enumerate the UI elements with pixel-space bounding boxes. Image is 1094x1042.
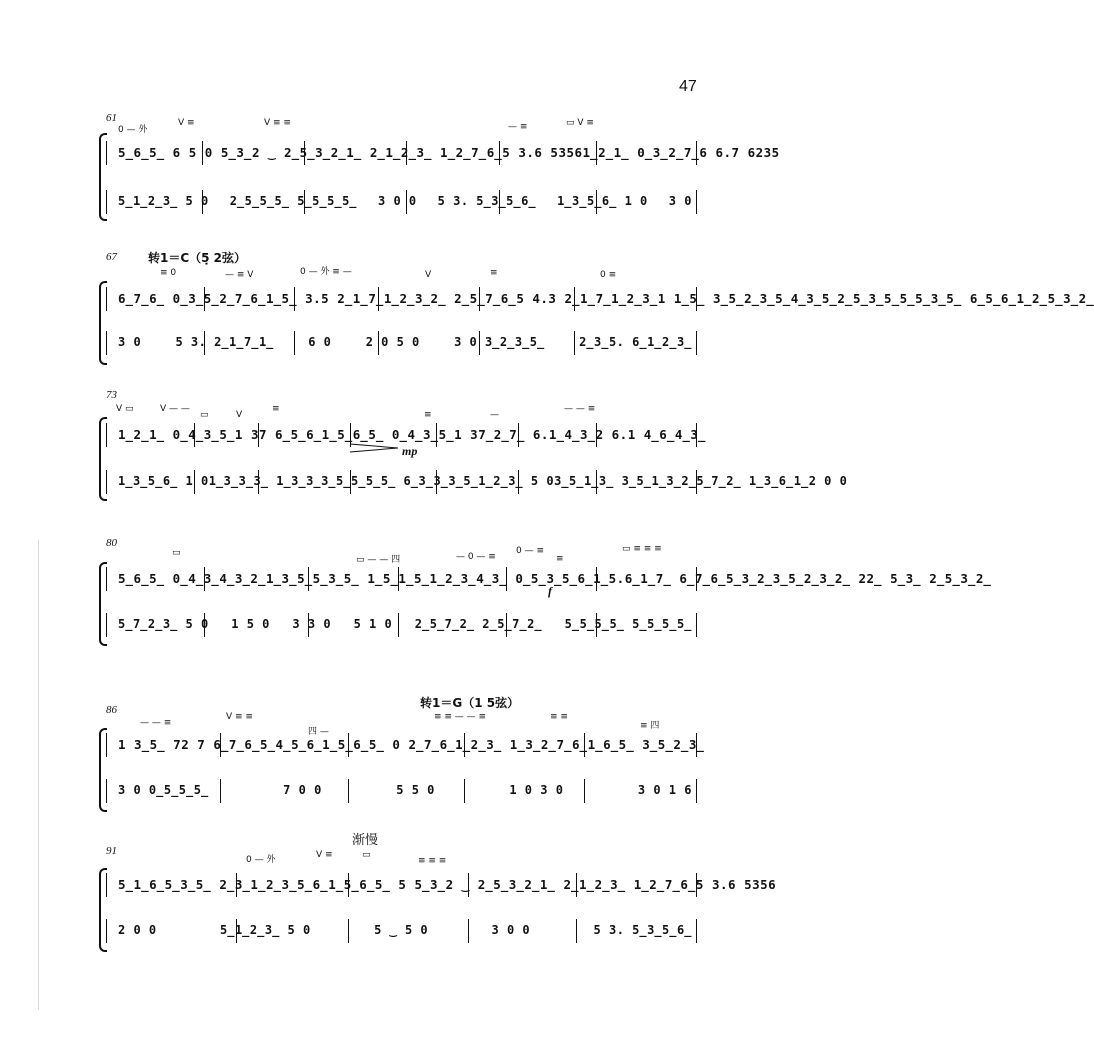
bowing-mark: V ≡ — [178, 118, 195, 128]
fingering-mark: 0 — ≡ — [516, 546, 544, 556]
measure: 1̲ 2̲1̲2̲3̲ 1̲2̲7̲6̲ — [539, 877, 696, 892]
fingering-mark: ≡ — [556, 554, 564, 564]
lower-notes — [118, 194, 692, 208]
measure: 1̲3̲3̲3̲ 1̲3̲3̲3̲ — [208, 474, 337, 488]
bowing-mark: ▭ — [362, 850, 371, 860]
upper-staff — [106, 141, 780, 167]
lower-staff — [106, 919, 698, 945]
measure-number: 80 — [106, 537, 117, 549]
bowing-mark: ▭ — [200, 410, 209, 420]
page-number: 47 — [679, 78, 697, 95]
lower-notes — [118, 923, 692, 937]
measure: 7 6̲5̲6̲1̲ — [258, 427, 338, 442]
fingering-mark: ≡ ≡ — [550, 712, 568, 722]
measure: 5 ‿ 5 0 — [374, 923, 429, 937]
lower-notes — [118, 335, 692, 349]
measure: 6 6.7 6235 — [699, 145, 780, 160]
measure: 2̲5̲5̲5̲ 5̲5̲5̲5̲ — [229, 194, 358, 208]
fingering-mark: 四 — — [308, 727, 329, 737]
page-margin-line — [38, 540, 39, 1010]
upper-notes — [118, 427, 706, 442]
measure: 5 3. 2̲1̲7̲1̲ — [175, 335, 274, 349]
measure: 6 0 — [308, 335, 332, 349]
tempo-marking: 渐慢 — [352, 833, 379, 848]
measure: 6̲1̲6̲5̲ 3̲5̲2̲3̲ — [572, 737, 705, 752]
measure: 5̲6̲5̲ 0 2̲7̲ — [337, 737, 440, 752]
measure: 1̲3̲5̲6̲ 1 0 — [118, 474, 209, 488]
measure: 5̲5̲5̲5̲ 5̲5̲5̲5̲ — [564, 617, 692, 631]
bowing-mark: ▭ — [172, 548, 181, 558]
upper-staff — [106, 873, 777, 899]
lower-staff — [106, 190, 698, 216]
bowing-mark: V — [236, 410, 243, 420]
lower-staff — [106, 470, 848, 496]
bowing-mark: V — — — [160, 404, 190, 414]
measure: 1 0 3 0 — [509, 783, 564, 797]
fingering-mark: 0 ≡ — [600, 270, 617, 280]
key-change: 转1＝G（1 5弦） — [420, 696, 520, 710]
lower-notes — [118, 783, 692, 797]
bowing-mark: V ≡ — [316, 850, 333, 860]
bowing-mark: — ≡ V — [225, 270, 254, 280]
measure: 3̲4̲3̲ 0̲5̲3̲5̲6̲1̲ — [460, 571, 609, 586]
measure: 2 ‿ 2̲5̲3̲2̲ — [445, 877, 540, 892]
bowing-mark: ▭ — — 四 — [356, 555, 401, 565]
measure: 6̲1̲2̲3̲ 1̲3̲2̲7̲ — [439, 737, 573, 752]
bowing-mark: ▭ ≡ ≡ ≡ — [622, 544, 662, 554]
dynamic-marking: f — [548, 584, 552, 598]
measure-number: 73 — [106, 389, 117, 401]
fingering-mark: ≡ — [490, 268, 498, 278]
measure: 2̲5̲3̲5̲5̲5̲3̲5̲ 6̲5̲6̲1̲2̲5̲3̲2̲ — [837, 291, 1094, 306]
measure: 2̲ 5̲3̲ 2̲5̲3̲2̲ — [866, 571, 992, 586]
fingering-mark: 0 — 外 — [118, 125, 148, 135]
measure: 5̲7̲2̲3̲ 5 0 — [118, 617, 209, 631]
fingering-mark: ≡ — [272, 404, 280, 414]
lower-notes — [118, 617, 692, 631]
lower-staff — [106, 331, 698, 357]
measure: 1 3̲5̲ 7 — [118, 737, 182, 752]
measure: 1̲3̲5̲6̲ 1 0 — [557, 194, 648, 208]
measure: 1̲2̲1̲ 0̲4̲3̲5̲ — [118, 427, 235, 442]
measure: 5 4.3 2̲1̲7̲1̲2̲3̲ — [516, 291, 658, 306]
upper-notes — [118, 877, 777, 892]
measure: 6̲7̲6̲ 0̲3̲5̲2̲7̲6̲1̲ — [118, 291, 282, 306]
measure: 5̲6̲5̲ 5 5̲3̲ — [343, 877, 446, 892]
measure: 2 6.1 4̲6̲4̲3̲ — [595, 427, 706, 442]
upper-staff — [106, 423, 706, 449]
measure: 5̲1̲2̲3̲ 5 0 — [118, 194, 209, 208]
measure: 5 3.6 5356 — [695, 877, 777, 892]
measure: 1̲ 2̲1̲2̲3̲ 1̲2̲7̲6̲ — [346, 145, 503, 160]
measure: 2 7 6̲7̲6̲5̲4̲5̲6̲1̲ — [181, 737, 338, 752]
measure: 1̲3̲5̲5̲3̲5̲ 1̲5̲1̲5̲1̲2̲ — [266, 571, 461, 586]
measure: 5̲5̲5̲5̲ 6̲3̲3̲3̲ — [336, 474, 464, 488]
bowing-mark: V ≡ ≡ — [264, 118, 291, 128]
measure: 3 0 3̲2̲3̲5̲ — [454, 335, 545, 349]
measure: 5̲1̲2̲3̲ 5 0 — [463, 474, 555, 488]
measure: 3 0 — [118, 335, 142, 349]
fingering-mark: 0 — 外 — [246, 855, 276, 865]
fingering-mark: — ≡ — [508, 122, 528, 132]
measure: 2̲5̲7̲2̲ 2̲5̲7̲2̲ — [414, 617, 543, 631]
fingering-mark: — — ≡ — [564, 404, 596, 414]
measure: 3 0 0̲5̲5̲5̲ — [118, 783, 209, 797]
upper-notes — [118, 145, 780, 160]
lower-notes — [118, 474, 848, 488]
measure: 5̲1̲6̲5̲3̲5̲ 2̲3̲1̲2̲3̲5̲6̲1̲ — [118, 877, 344, 892]
upper-notes — [118, 737, 705, 752]
measure: 7 0 0 — [283, 783, 322, 797]
measure: 3 3 0 — [292, 617, 332, 631]
bowing-mark: V ▭ — [116, 404, 134, 414]
measure: 2̲5̲7̲2̲ 1̲3̲6̲1̲ — [681, 474, 809, 488]
upper-staff — [106, 567, 992, 593]
upper-notes — [118, 571, 992, 586]
fingering-mark: — — ≡ — [140, 718, 172, 728]
measure: 2 0 5 0 — [365, 335, 420, 349]
measure: 5̲6̲5̲ 0̲4̲3̲5̲ — [337, 427, 455, 442]
fingering-mark: ≡ ≡ ≡ — [418, 856, 447, 866]
measure: 5 5 0 — [396, 783, 435, 797]
measure: 1 3 — [234, 427, 259, 442]
fingering-mark: ≡ 0 — [160, 268, 177, 278]
measure: 3 0 0 — [491, 923, 531, 937]
measure-number: 86 — [106, 704, 117, 716]
measure: 5.6̲1̲7̲ 6̲7̲6̲5̲3̲2̲3̲5̲ — [608, 571, 804, 586]
upper-notes — [118, 291, 1094, 306]
measure: 1 3 — [454, 427, 479, 442]
upper-staff — [106, 287, 1094, 313]
lower-staff — [106, 779, 698, 805]
fingering-mark: 0 — 外 ≡ — — [300, 267, 352, 277]
measure-number: 61 — [106, 112, 117, 124]
measure-number: 91 — [106, 845, 117, 857]
key-change: 转1＝C（5̣ 2弦） — [148, 251, 247, 265]
measure: 5 3. 5̲3̲5̲6̲ — [593, 923, 692, 937]
measure: 3 0 — [668, 194, 692, 208]
measure: 2̲3̲2̲ 2 — [803, 571, 867, 586]
fingering-mark: — — [490, 410, 499, 420]
measure: 7̲2̲7̲ 6.1̲4̲3̲ — [478, 427, 596, 442]
measure: 3̲5̲1̲3̲ 3̲5̲1̲3̲ — [554, 474, 682, 488]
measure: 2 0 0 — [118, 923, 157, 937]
measure: 2 ‿ 2̲5̲3̲2̲ — [251, 145, 347, 160]
measure: 3 0 0 — [378, 194, 417, 208]
measure: 2 0 0 — [808, 474, 848, 488]
measure: 2̲3̲5. 6̲1̲2̲3̲ — [579, 335, 692, 349]
bowing-mark: ▭ V ≡ — [566, 118, 594, 128]
measure: 5̲ 3.5 2̲1̲7̲1̲ — [281, 291, 400, 306]
bowing-mark: V ≡ ≡ — [226, 712, 253, 722]
measure: 3 0 1 6 — [637, 783, 692, 797]
measure-number: 67 — [106, 251, 117, 263]
measure: 5̲1̲2̲3̲ 5 0 — [220, 923, 311, 937]
fingering-mark: ≡ 四 — [640, 721, 660, 731]
measure: 5 3.6 5356 — [502, 145, 583, 160]
measure: 1̲2̲1̲ 0̲3̲2̲7̲ — [582, 145, 700, 160]
bowing-mark: V — [425, 270, 432, 280]
fingering-mark: ≡ — [424, 410, 432, 420]
measure: 5 3. 5̲3̲5̲6̲ — [437, 194, 537, 208]
measure: 1 1̲5̲ 3̲5̲2̲3̲5̲4̲3̲5̲ — [657, 291, 838, 306]
fingering-mark: ≡ ≡ — — ≡ — [434, 712, 487, 722]
measure: 5 1 0 — [353, 617, 393, 631]
measure: 5̲6̲5̲ 6 5 0 5̲3̲ — [118, 145, 252, 160]
measure: 2̲3̲2̲ 2̲5̲7̲6̲ — [399, 291, 517, 306]
measure: 5̲6̲5̲ 0̲4̲3̲4̲3̲2̲ — [118, 571, 266, 586]
measure: 1 5 0 — [231, 617, 270, 631]
upper-staff — [106, 733, 705, 759]
dynamic-marking: mp — [402, 444, 418, 458]
fingering-mark: — 0 — ≡ — [456, 552, 496, 562]
lower-staff — [106, 613, 698, 639]
